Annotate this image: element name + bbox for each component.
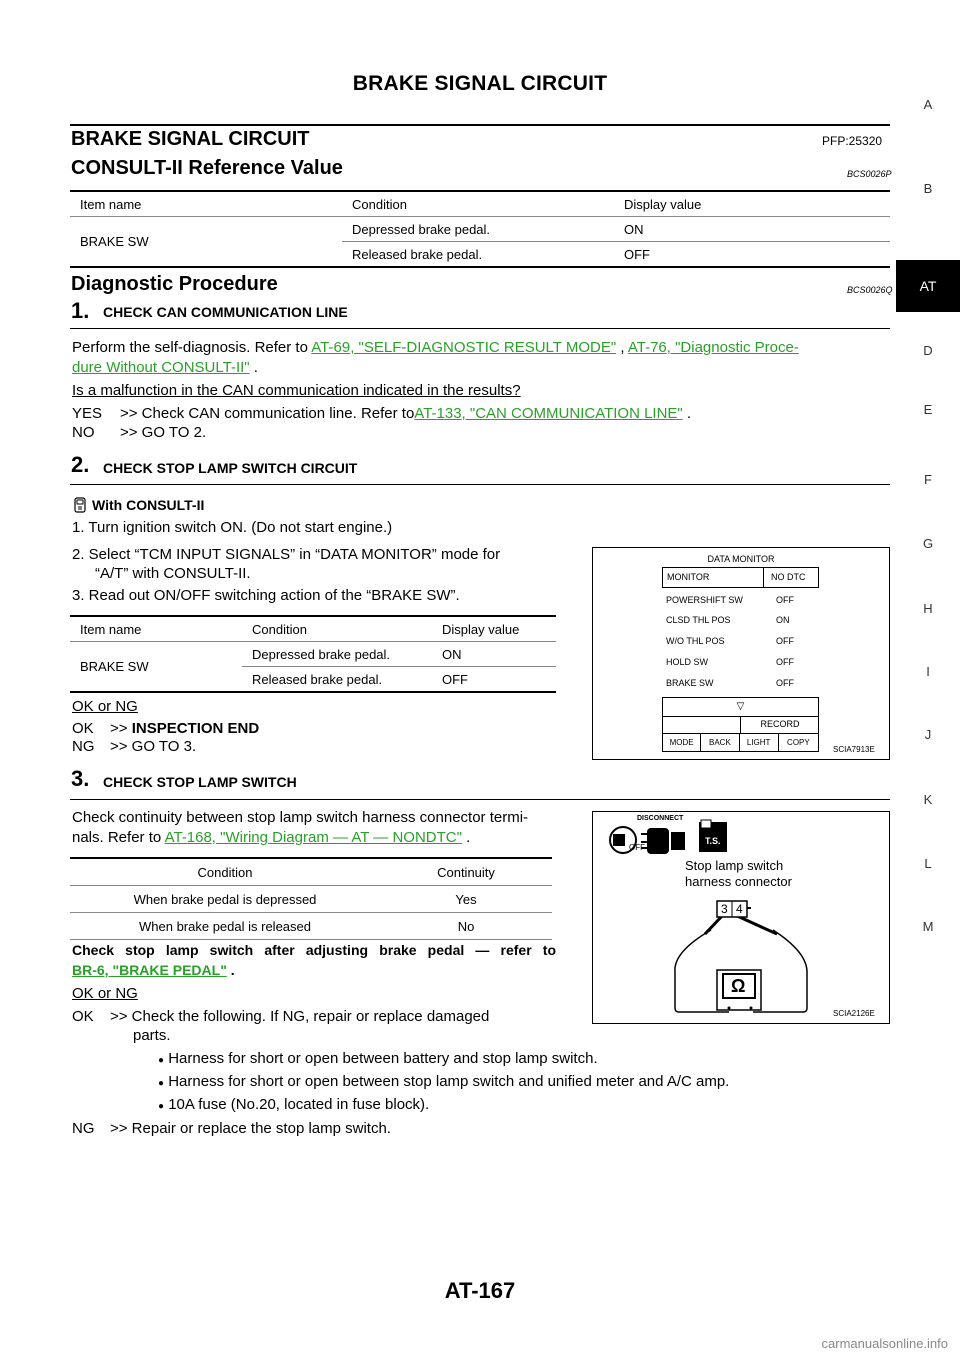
tab-b[interactable]: B [923,181,933,196]
step3-ng-text: >> Repair or replace the stop lamp switch. [110,1120,391,1137]
s2-val-1: ON [432,642,556,667]
step2-ng-text: >> GO TO 3. [110,738,197,755]
step2-ok-row [110,719,259,739]
step1-text: Perform the self-diagnosis. Refer to [72,339,312,356]
step2-table [70,615,556,693]
monitor-title: DATA MONITOR [707,554,775,564]
monitor-row-5-value: OFF [776,678,794,688]
step2-item-2b: “A/T” with CONSULT-II. [95,565,251,582]
step2-number: 2. [71,452,90,477]
brake-pedal-link[interactable]: BR-6, "BRAKE PEDAL" [72,962,227,978]
step1-sep: , [616,339,628,356]
step2-title: CHECK STOP LAMP SWITCH CIRCUIT [103,460,358,476]
s2-cond-2: Released brake pedal. [242,667,432,693]
monitor-row-2-name: CLSD THL POS [666,615,731,625]
ref-header-item: Item name [70,191,342,217]
bullet-dot-3: ● [158,1101,165,1112]
ref-val-1: ON [614,217,890,242]
pin-4-label: 4 [736,902,743,916]
data-monitor-figure [592,547,890,760]
monitor-row-4-name: HOLD SW [666,657,709,667]
cont-val-1: Yes [380,886,552,913]
step3-line2-pre: nals. Refer to [72,829,165,846]
tab-f[interactable]: F [924,472,932,487]
ref-cond-2: Released brake pedal. [342,242,614,268]
pin-3-label: 3 [721,902,728,916]
step1-yes-text: >> Check CAN communication line. Refer to [120,405,415,422]
tab-d[interactable]: D [923,343,933,358]
s2-val-2: OFF [432,667,556,693]
tab-at-active[interactable]: AT [896,260,960,312]
monitor-row-3-name: W/O THL POS [666,636,725,646]
bullet-text-3: 10A fuse (No.20, located in fuse block). [168,1096,430,1113]
step3-line2 [72,828,470,848]
bullet-item-3 [158,1095,429,1117]
ref-header-value: Display value [614,191,890,217]
tab-k[interactable]: K [923,792,933,807]
step3-ng-label: NG [72,1120,95,1137]
s2-cond-1: Depressed brake pedal. [242,642,432,667]
reference-code: BCS0026P [847,169,892,179]
monitor-record-row [662,716,819,734]
step3-ok-text: >> Check the following. If NG, repair or replace damaged [110,1008,490,1025]
tab-h[interactable]: H [923,601,933,616]
stop-lamp-label: Stop lamp switch [685,858,784,873]
step2-ok-text: >> [110,720,132,737]
monitor-header [662,567,819,588]
section-title: BRAKE SIGNAL CIRCUIT [71,128,310,150]
watermark: carmanualsonline.info [821,1336,948,1351]
consult-icon [72,497,88,518]
step3-ok-text2: parts. [133,1027,171,1044]
ts-label: T.S. [705,836,721,846]
record-button[interactable]: RECORD [740,716,819,733]
tab-e[interactable]: E [923,402,933,417]
tab-i[interactable]: I [926,664,930,679]
tab-l[interactable]: L [924,856,932,871]
tab-j[interactable]: J [924,727,932,742]
ref-val-2: OFF [614,242,890,268]
bullet-text-1: Harness for short or open between battery and stop lamp switch. [168,1050,598,1067]
diagnostic-title: Diagnostic Procedure [71,273,278,295]
step2-ng-label: NG [72,738,95,755]
cont-header-continuity: Continuity [380,858,552,886]
adjust-note: Check stop lamp switch after adjusting brake pedal — refer to [72,942,556,958]
diag-proc-link-b[interactable]: dure Without CONSULT-II" [72,359,250,376]
step1-title: CHECK CAN COMMUNICATION LINE [103,304,348,320]
step3-ok-label: OK [72,1008,94,1025]
bullet-dot-2: ● [158,1078,165,1089]
s2-item: BRAKE SW [70,642,242,693]
step2-item-1: 1. Turn ignition switch ON. (Do not start engine.) [72,519,393,536]
mode-button[interactable]: MODE [663,734,701,751]
ref-header-condition: Condition [342,191,614,217]
monitor-divider [763,568,764,587]
step3-title: CHECK STOP LAMP SWITCH [103,774,297,790]
inspection-end: INSPECTION END [131,720,260,737]
step2-ok-label: OK [72,720,94,737]
disconnect-label: DISCONNECT [637,815,684,822]
monitor-figcode: SCIA7913E [833,745,875,754]
monitor-col2: NO DTC [771,572,806,582]
step2-item-3: 3. Read out ON/OFF switching action of the “BRAKE SW”. [72,587,460,604]
disconnect-icon [641,828,685,854]
cont-cond-1: When brake pedal is depressed [70,886,380,913]
step3-okng: OK or NG [72,985,138,1002]
page-header-title: BRAKE SIGNAL CIRCUIT [352,72,608,95]
adjust-note-post: . [226,962,235,978]
ignition-off-icon [610,827,645,853]
s2-header-condition: Condition [242,616,432,642]
step1-post: . [249,359,258,376]
step1-line2 [72,358,258,378]
light-button[interactable]: LIGHT [740,734,779,751]
monitor-button-row [662,734,819,752]
cont-cond-2: When brake pedal is released [70,913,380,940]
step2-rule [70,484,890,485]
step3-line1: Check continuity between stop lamp switch harness connector termi- [72,809,529,826]
harness-connector-label: harness connector [685,874,792,889]
step1-no-text: >> GO TO 2. [120,424,207,441]
continuity-table [70,857,552,940]
step2-okng: OK or NG [72,698,138,715]
self-diag-link[interactable]: AT-69, "SELF-DIAGNOSTIC RESULT MODE" [311,339,617,356]
tab-g[interactable]: G [922,536,934,551]
step1-yes-post: . [682,405,692,422]
monitor-scroll-down[interactable]: ▽ [662,697,819,717]
connector-figcode: SCIA2126E [833,1009,875,1018]
wiring-diagram-link[interactable]: AT-168, "Wiring Diagram — AT — NONDTC" [164,829,462,846]
reference-table [70,190,890,268]
connector-figure [592,811,890,1024]
monitor-row-4-value: OFF [776,657,794,667]
cont-header-condition: Condition [70,858,380,886]
step1-number: 1. [71,298,90,323]
ohm-symbol: Ω [731,976,746,996]
step3-rule [70,799,890,800]
can-comm-link[interactable]: AT-133, "CAN COMMUNICATION LINE" [414,405,683,422]
s2-header-value: Display value [432,616,556,642]
reference-title: CONSULT-II Reference Value [71,157,343,179]
back-button[interactable]: BACK [701,734,739,751]
s2-header-item: Item name [70,616,242,642]
with-consult: With CONSULT-II [92,497,205,513]
ref-item: BRAKE SW [70,217,342,268]
monitor-row-1-name: POWERSHIFT SW [666,595,743,605]
cont-val-2: No [380,913,552,940]
step3-number: 3. [71,766,90,791]
step1-no-label: NO [72,424,95,441]
page-number: AT-167 [444,1278,516,1303]
monitor-row-3-value: OFF [776,636,794,646]
step2-item-2: 2. Select “TCM INPUT SIGNALS” in “DATA MONITOR” mode for [72,546,501,563]
bullet-text-2: Harness for short or open between stop lamp switch and unified meter and A/C amp. [168,1073,730,1090]
pfp-code: PFP:25320 [822,134,883,148]
diagnostic-code: BCS0026Q [847,285,893,295]
bullet-dot-1: ● [158,1055,165,1066]
monitor-row-1-value: OFF [776,595,794,605]
tab-a[interactable]: A [923,97,933,112]
monitor-row-2-value: ON [776,615,790,625]
svg-text:OFF: OFF [629,843,645,852]
step1-question: Is a malfunction in the CAN communication indicated in the results? [72,382,521,399]
bullet-item-2 [158,1072,729,1094]
step3-line2-post: . [461,829,471,846]
bullet-item-1 [158,1049,598,1071]
copy-button[interactable]: COPY [787,738,810,747]
monitor-col1: MONITOR [667,572,710,582]
adjust-note-line2 [72,960,235,980]
tab-m[interactable]: M [922,919,934,934]
step1-rule [70,328,890,329]
diag-proc-link-a[interactable]: AT-76, "Diagnostic Proce- [627,339,799,356]
header-rule [70,124,890,126]
ref-cond-1: Depressed brake pedal. [342,217,614,242]
monitor-row-5-name: BRAKE SW [666,678,714,688]
step1-yes-row [120,404,691,424]
step1-yes-label: YES [72,405,103,422]
step1-line1 [72,338,799,358]
